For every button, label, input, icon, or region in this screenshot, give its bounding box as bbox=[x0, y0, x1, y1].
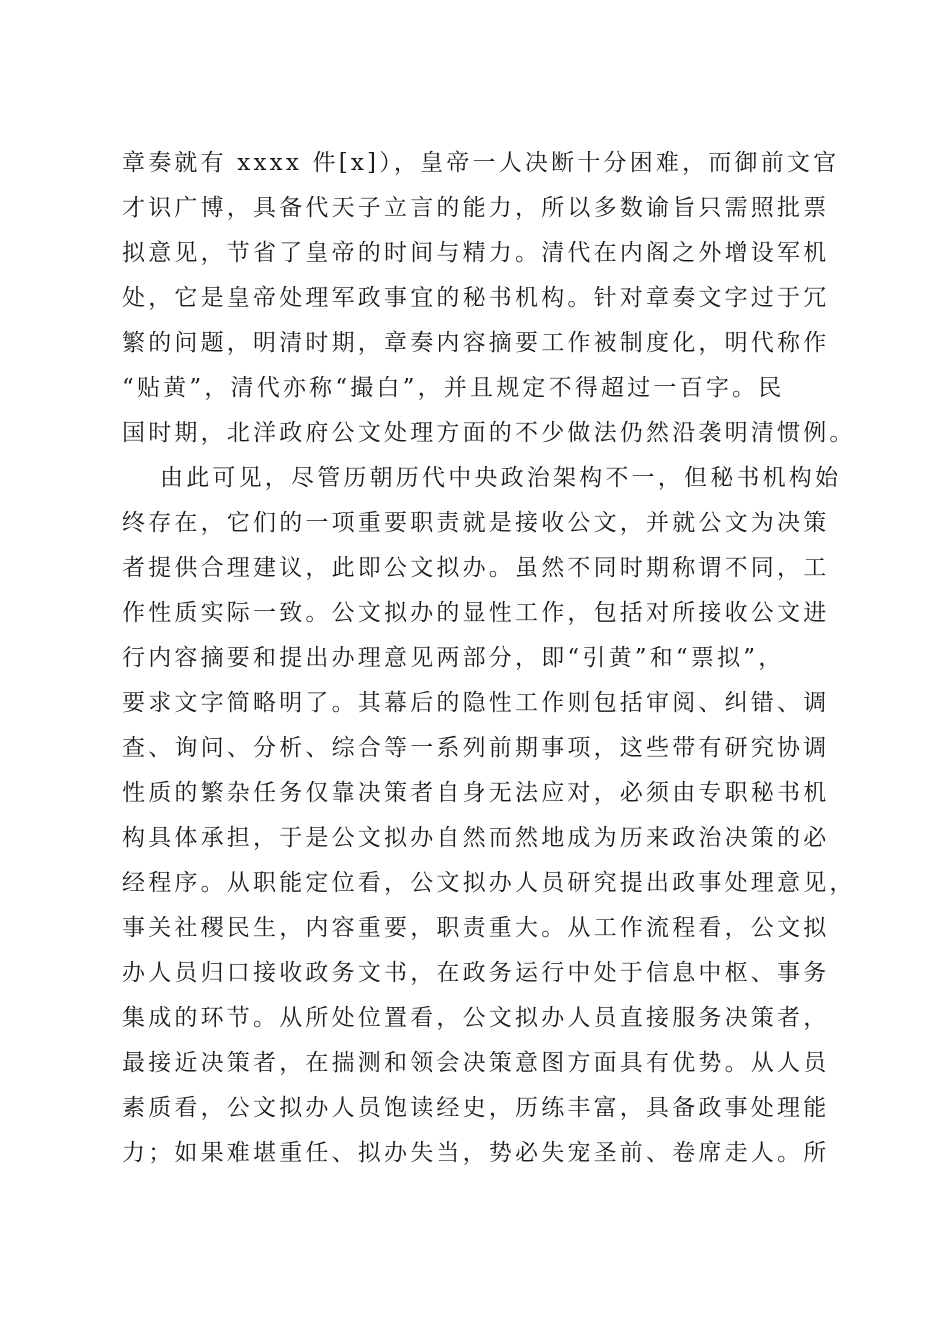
text-line: 构具体承担，于是公文拟办自然而然地成为历来政治决策的必 bbox=[122, 825, 830, 851]
text-line: 力；如果难堪重任、拟办失当，势必失宠圣前、卷席走人。所 bbox=[122, 1140, 830, 1166]
text-line: 查、询问、分析、综合等一系列前期事项，这些带有研究协调 bbox=[122, 735, 830, 761]
text-line: 终存在，它们的一项重要职责就是接收公文，并就公文为决策 bbox=[122, 510, 830, 536]
text-line: 办人员归口接收政务文书，在政务运行中处于信息中枢、事务 bbox=[122, 960, 830, 986]
text-line: 国时期，北洋政府公文处理方面的不少做法仍然沿袭明清惯例。 bbox=[122, 420, 856, 446]
text-line: 章奏就有 xxxx 件[x]），皇帝一人决断十分困难，而御前文官 bbox=[122, 150, 840, 176]
text-line: 才识广博，具备代天子立言的能力，所以多数谕旨只需照批票 bbox=[122, 195, 830, 221]
text-line: 行内容摘要和提出办理意见两部分，即“引黄”和“票拟”， bbox=[122, 645, 785, 671]
text-line: 事关社稷民生，内容重要，职责重大。从工作流程看，公文拟 bbox=[122, 915, 830, 941]
text-line: 要求文字简略明了。其幕后的隐性工作则包括审阅、纠错、调 bbox=[122, 690, 830, 716]
text-line: 处，它是皇帝处理军政事宜的秘书机构。针对章奏文字过于冗 bbox=[122, 285, 830, 311]
text-line: 最接近决策者，在揣测和领会决策意图方面具有优势。从人员 bbox=[122, 1050, 830, 1076]
body-text bbox=[122, 141, 856, 1176]
text-line: 性质的繁杂任务仅靠决策者自身无法应对，必须由专职秘书机 bbox=[122, 780, 830, 806]
paragraph-first-line: 由此可见，尽管历朝历代中央政治架构不一，但秘书机构始 bbox=[160, 465, 842, 491]
text-line: 繁的问题，明清时期，章奏内容摘要工作被制度化，明代称作 bbox=[122, 330, 830, 356]
text-line: 拟意见，节省了皇帝的时间与精力。清代在内阁之外增设军机 bbox=[122, 240, 830, 266]
text-line: 作性质实际一致。公文拟办的显性工作，包括对所接收公文进 bbox=[122, 600, 830, 626]
text-line: 经程序。从职能定位看，公文拟办人员研究提出政事处理意见， bbox=[122, 870, 856, 896]
text-line: 素质看，公文拟办人员饱读经史，历练丰富，具备政事处理能 bbox=[122, 1095, 830, 1121]
text-line: 者提供合理建议，此即公文拟办。虽然不同时期称谓不同，工 bbox=[122, 555, 830, 581]
text-line: “贴黄”，清代亦称“撮白”，并且规定不得超过一百字。民 bbox=[122, 375, 785, 401]
text-line: 集成的环节。从所处位置看，公文拟办人员直接服务决策者， bbox=[122, 1005, 830, 1031]
